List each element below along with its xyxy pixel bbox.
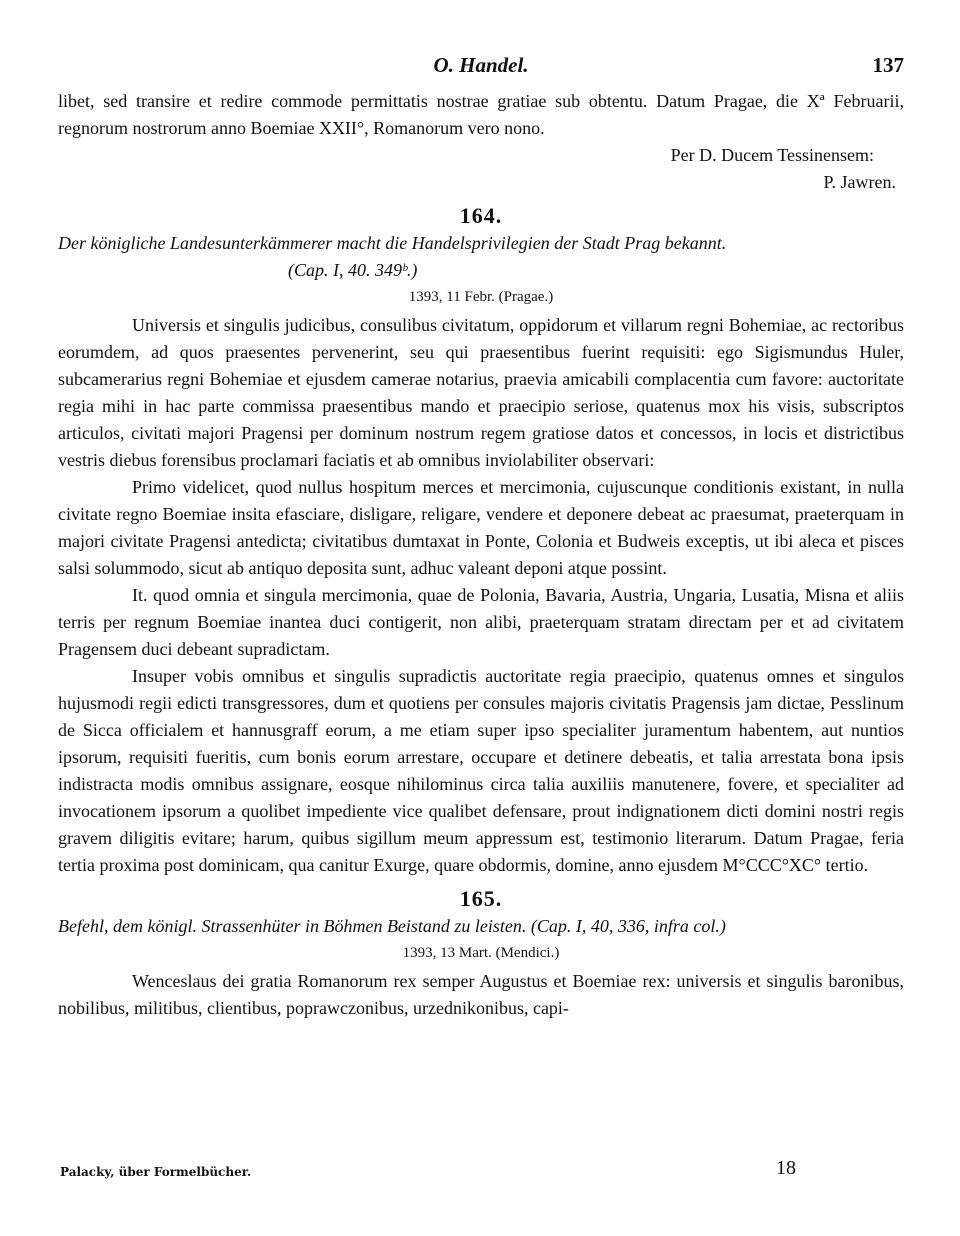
paragraph-164-2: Primo videlicet, quod nullus hospitum merces et mercimonia, cujuscunque conditionis existant, in nulla civitate regno Boemiae insita efasciare, disligare, religare, vendere et deponere debeat ac praesumat, praeterquam in majori civitate Pragensi antedicta; civitatibus dumtaxat in Ponte, Colonia et Budweis exceptis, ut ibi aleca et pisces salsi solummodo, sicut ab antiquo deposita sunt, adhuc valeant deponi atque possint. (58, 477, 904, 578)
signature-line-2: P. Jawren. (823, 172, 896, 192)
page-number: 137 (872, 53, 904, 77)
running-head: O. Handel. (433, 53, 529, 77)
paragraph-164-1: Universis et singulis judicibus, consulibus civitatum, oppidorum et villarum regni Bohemiae, ac rectoribus eorumdem, ad quos praesentes pervenerint, seu qui praesentibus fuerint requisiti: ego Sigismundus Huler, subcamerarius regni Bohemiae et ejusdem camerae notarius, praevia amicabili complacentia cum favore: auctoritate regia mihi in hac parte commissa praesentibus mando et praecipio seriose, quatenus mox his visis, subscriptos articulos, civitati majori Pragensi per dominum nostrum regem gratiose datos et concessos, in locis et districtibus vestris diebus forensibus proclamari faciatis et ab omnibus inviolabiliter observari: (58, 315, 904, 470)
page-footer (60, 1155, 900, 1181)
document-reference-164: (Cap. I, 40. 349ᵇ.) (288, 260, 418, 280)
paragraph-164-4: Insuper vobis omnibus et singulis supradictis auctoritate regia praecipio, quatenus omnes et singulos hujusmodi regii edicti transgressores, dum et quotiens per consules majoris civitatis Pragensis jam dictae, Pesslinum de Sicca officialem et hannusgraff eorum, a me etiam super ipso specialiter juramentum habentem, aut nuntios ipsorum, requisiti fueritis, cum bonis eorum arrestare, occupare et detinere debeatis, et talia arrestata bona ipsis indistracta modis omnibus assignare, eosque nihilominus circa talia auxiliis manutenere, fovere, et specialiter ad invocationem ipsorum a quolibet impediente vice qualibet defensare, prout indignationem dicti domini nostri regis gravem diligitis evitare; harum, quibus sigillum meum appressum est, testimonio literarum. Datum Pragae, feria tertia proxima post dominicam, qua canitur Exurge, quare obdormis, domine, anno ejusdem M°CCC°XC° tertio. (58, 666, 904, 875)
document-number-164: 164. (459, 203, 503, 228)
page-header (58, 52, 904, 88)
document-number-165: 165. (459, 886, 503, 911)
previous-document-text: libet, sed transire et redire commode permittatis nostrae gratiae sub obtentu. Datum Pragae, die Xª Februarii, regnorum nostrorum anno Boemiae XXII°, Romanorum vero nono. (58, 91, 904, 138)
dateline-164: 1393, 11 Febr. (Pragae.) (408, 289, 554, 305)
dateline-165: 1393, 13 Mart. (Mendici.) (402, 945, 560, 961)
signature-line-1: Per D. Ducem Tessinensem: (670, 145, 874, 165)
paragraph-164-3: It. quod omnia et singula mercimonia, quae de Polonia, Bavaria, Austria, Ungaria, Lusatia, Misna et aliis terris per regnum Boemiae inantea duci contigerit, non alibi, praeterquam stratam directam per et ad civitatem Pragensem duci debeant supradictam. (58, 585, 904, 659)
document-heading-164: Der königliche Landesunterkämmerer macht die Handelsprivilegien der Stadt Prag bekannt. (58, 233, 727, 253)
signature-mark: 18 (776, 1157, 796, 1179)
document-heading-165: Befehl, dem königl. Strassenhüter in Böhmen Beistand zu leisten. (Cap. I, 40, 336, infra col.) (58, 916, 726, 936)
paragraph-165-1: Wenceslaus dei gratia Romanorum rex semper Augustus et Boemiae rex: universis et singulis baronibus, nobilibus, militibus, clientibus, poprawczonibus, urzednikonibus, capi- (58, 971, 904, 1018)
footer-source: Palacky, über Formelbücher. (60, 1165, 252, 1179)
